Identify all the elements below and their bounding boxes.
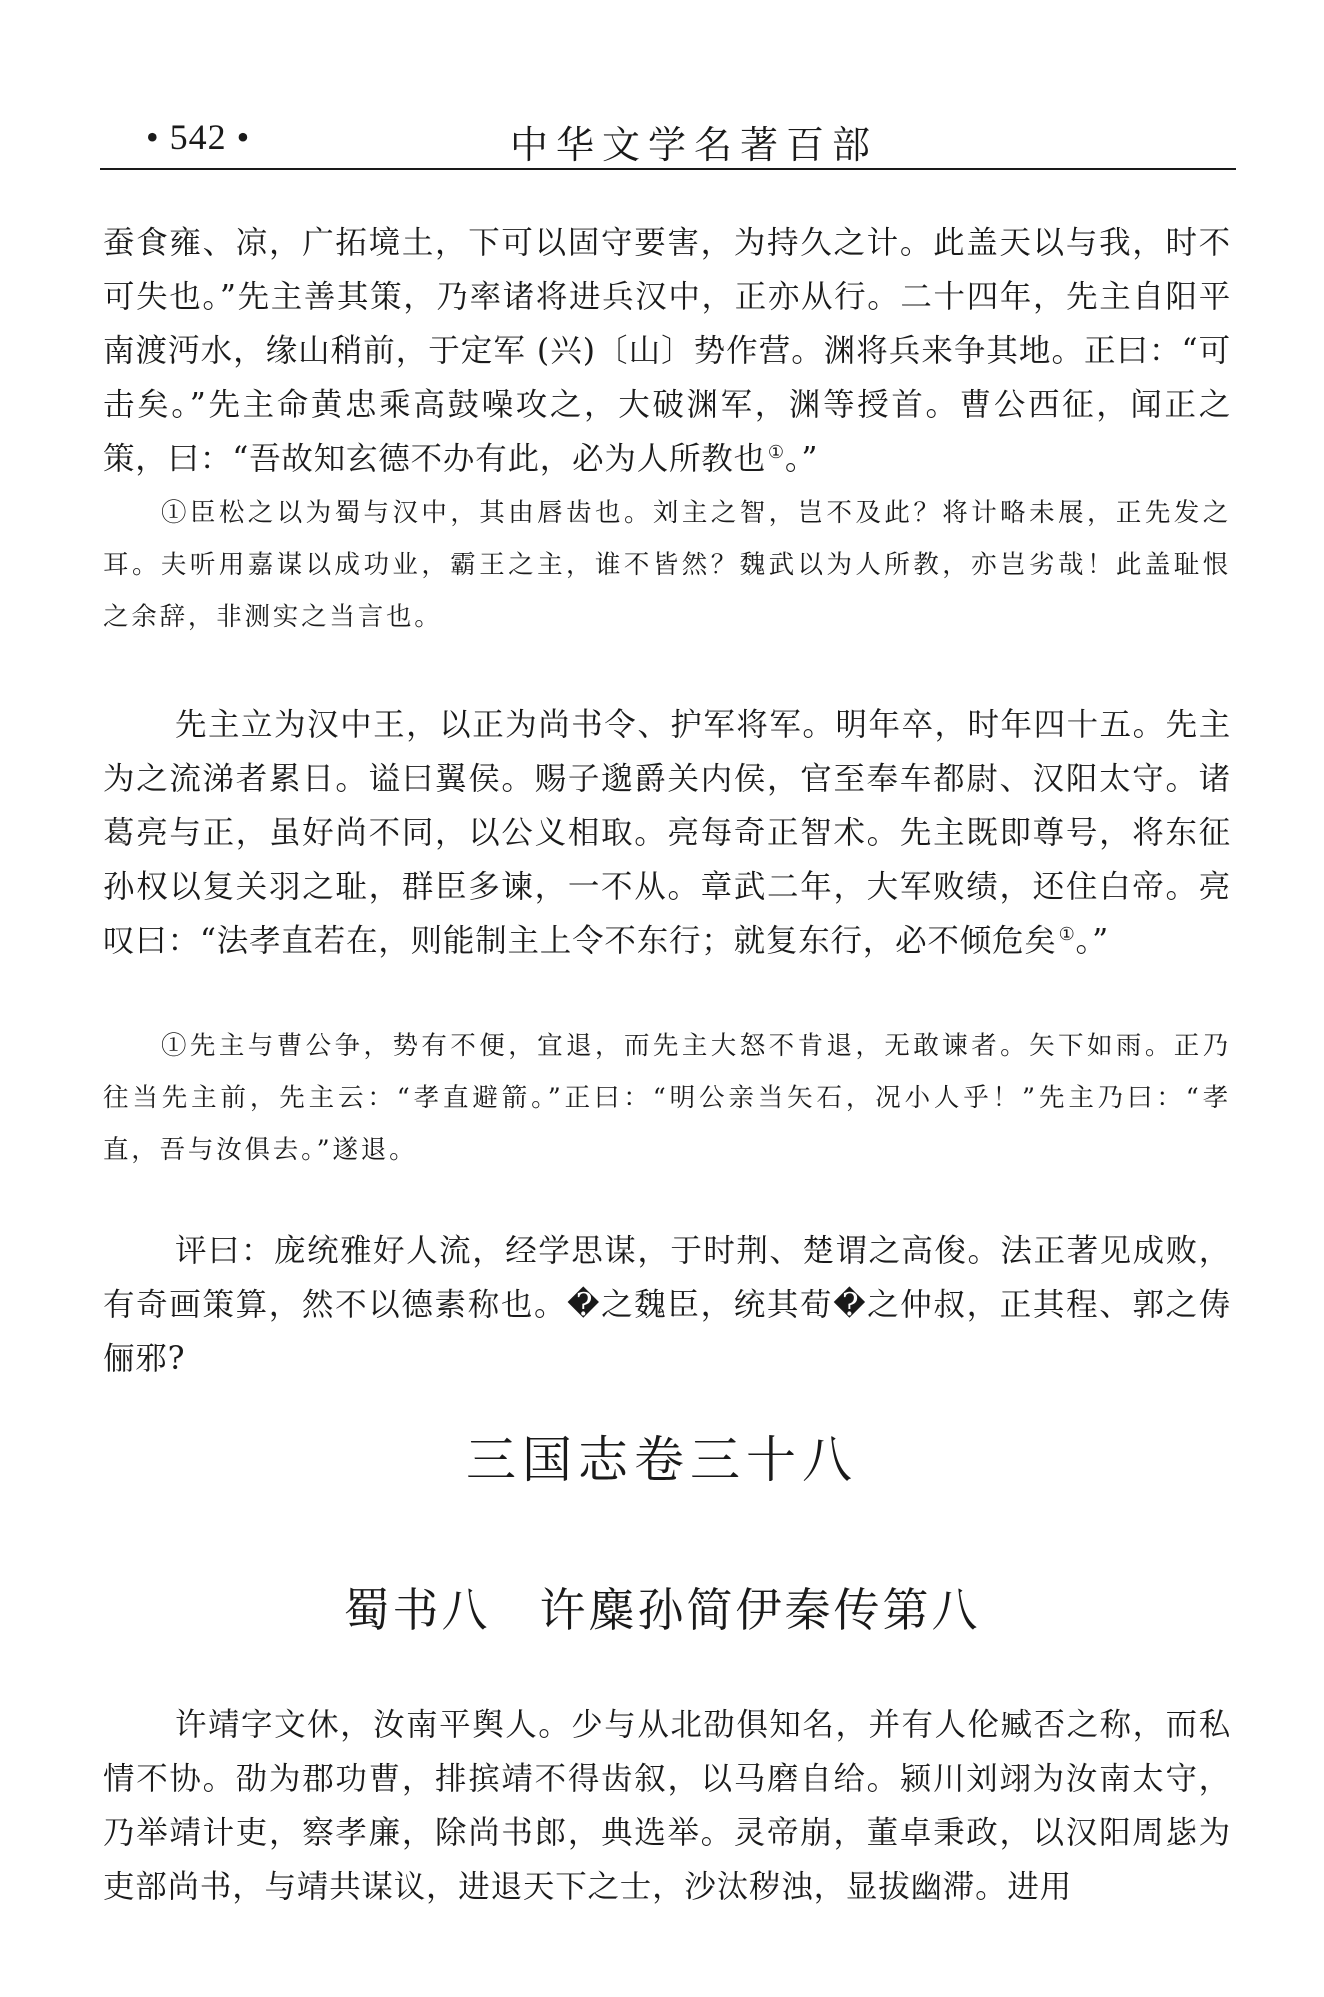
page-number: • 542 • [146,117,251,157]
footnote-1: ①臣松之以为蜀与汉中，其由唇齿也。刘主之智，岂不及此？将计略未展，正先发之耳。夫听用嘉谋以成功业，霸王之主，谁不皆然？魏武以为人所教，亦岂劣哉！此盖耻恨之余辞，非测实之当言也。 [103,498,1231,632]
chapter-heading: 蜀书八 许麋孙简伊秦传第八 [343,1583,981,1637]
paragraph-3: 评曰：庞统雅好人流，经学思谋，于时荆、楚谓之高俊。法正著见成败，有奇画策算，然不以德素称也。�之魏臣，统其荀�之仲叔，正其程、郭之俦俪邪? [103,1233,1231,1377]
paragraph-1-text: 蚕食雍、凉，广拓境土，下可以固守要害，为持久之计。此盖天以与我，时不可失也。”先主善其策，乃率诸将进兵汉中，正亦从行。二十四年，先主自阳平南渡沔水，缘山稍前，于定军 (兴)〔山〕势作营。渊将兵来争其地。正曰：“可击矣。”先主命黄忠乘高鼓噪攻之，大破渊军，渊等授首。曹公西征，闻正之策，曰：“吾故知玄德不办有此，必为人所教也 [103,225,1231,477]
book-series-title: 中华文学名著百部 [510,123,879,167]
paragraph-4: 许靖字文休，汝南平舆人。少与从北劭俱知名，并有人伦臧否之称，而私情不协。劭为郡功曹，排摈靖不得齿叙，以马磨自给。颍川刘翊为汝南太守，乃举靖计吏，察孝廉，除尚书郎，典选举。灵帝崩，董卓秉政，以汉阳周毖为吏部尚书，与靖共谋议，进退天下之士，沙汰秽浊，显拔幽滞。进用 [103,1707,1231,1905]
paragraph-2-tail: 。” [1075,923,1110,959]
paragraph-1-tail: 。” [784,441,819,477]
footnote-marker-1[interactable]: ① [767,441,785,463]
footnote-marker-2[interactable]: ① [1058,923,1076,945]
paragraph-2 [103,698,1231,968]
paragraph-1 [103,216,1231,486]
running-header [100,112,1236,168]
header-rule [100,168,1236,170]
footnote-2: ①先主与曹公争，势有不便，宜退，而先主大怒不肯退，无敢谏者。矢下如雨。正乃往当先主前，先主云：“孝直避箭。”正曰：“明公亲当矢石，况小人乎！”先主乃曰：“孝直，吾与汝俱去。”遂退。 [103,1031,1231,1165]
volume-heading: 三国志卷三十八 [466,1431,858,1489]
paragraph-2-text: 先主立为汉中王，以正为尚书令、护军将军。明年卒，时年四十五。先主为之流涕者累日。谥曰翼侯。赐子邈爵关内侯，官至奉车都尉、汉阳太守。诸葛亮与正，虽好尚不同，以公义相取。亮每奇正智术。先主既即尊号，将东征孙权以复关羽之耻，群臣多谏，一不从。章武二年，大军败绩，还住白帝。亮叹曰：“法孝直若在，则能制主上令不东行；就复东行，必不倾危矣 [103,707,1231,959]
